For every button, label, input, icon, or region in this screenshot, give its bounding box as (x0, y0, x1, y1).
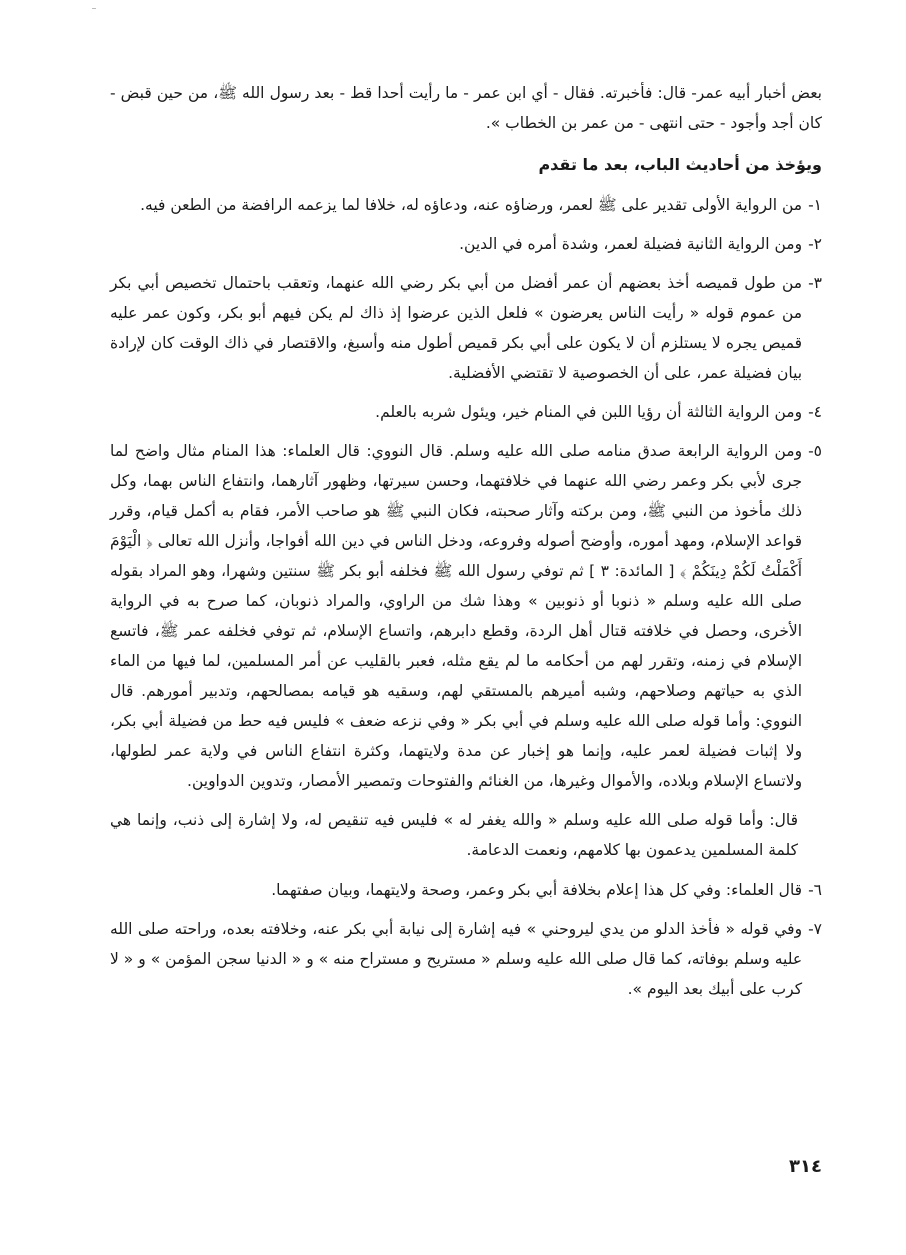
item-number: ٧- (808, 920, 822, 938)
item-number: ٥- (808, 442, 822, 460)
item-number: ١- (808, 196, 822, 214)
section-heading: ويؤخذ من أحاديث الباب، بعد ما تقدم (538, 155, 822, 174)
list-item (110, 268, 822, 388)
item-text: قال العلماء: وفي كل هذا إعلام بخلافة أبي بكر وعمر، وصحة ولايتهما، وبيان صفتهما. (271, 881, 803, 899)
intro-paragraph: بعض أخبار أبيه عمر- قال: فأخبرته. فقال - أي ابن عمر - ما رأيت أحدا قط - بعد رسول الله ﷺ، من حين قبض - كان أجد وأجود - حتى انتهى - من عمر بن الخطاب ». (110, 84, 822, 132)
list-item (110, 914, 822, 1004)
list-item (110, 397, 822, 427)
item-number: ٦- (808, 881, 822, 899)
list-item (110, 190, 822, 220)
item-number: ٣- (808, 274, 822, 292)
list-item (110, 229, 822, 259)
item-number: ٤- (808, 403, 822, 421)
item-text: ومن الرواية الرابعة صدق منامه صلى الله عليه وسلم. قال النووي: قال العلماء: هذا المنام مثال واضح لما جرى لأبي بكر وعمر رضي الله عنهما في خلافتهما، وحسن سيرتها، وظهور آثارهما، وانتفاع الناس بهما، وكل ذلك مأخوذ من النبي ﷺ، ومن بركته وآثار صحبته، فكان النبي ﷺ هو صاحب الأمر، فقام به أكمل قيام، وقرر قواعد الإسلام، ومهد أموره، وأوضح أصوله وفروعه، ودخل الناس في دين الله أفواجا، وأنزل الله تعالى ﴿ الْيَوْمَ أَكْمَلْتُ لَكُمْ دِينَكُمْ ﴾ [ المائدة: ٣ ] ثم توفي رسول الله ﷺ فخلفه أبو بكر ﷺ سنتين وشهرا، وهو المراد بقوله صلى الله عليه وسلم « ذنوبا أو ذنوبين » وهذا شك من الراوي، والمراد ذنوبان، كما صرح به في الرواية الأخرى، وحصل في خلافته قتال أهل الردة، وقطع دابرهم، واتساع الإسلام، ثم توفي فخلفه عمر ﷺ، فاتسع الإسلام في زمنه، وتقرر لهم من أحكامه ما لم يقع مثله، فعبر بالقليب عن أمر المسلمين، لما فيها من الماء الذي به حياتهم وصلاحهم، وشبه أميرهم بالمستقي لهم، وسقيه هو قيامه بمصالحهم، وتدبير أمورهم. قال النووي: وأما قوله صلى الله عليه وسلم في أبي بكر « وفي نزعه ضعف » فليس فيه حط من فضيلة أبي بكر، ولا إثبات فضيلة لعمر عليه، وإنما هو إخبار عن مدة ولايتهما، وكثرة انتفاع الناس في ولاية عمر لطولها، ولاتساع الإسلام وبلاده، والأموال وغيرها، من الغنائم والفتوحات وتمصير الأمصار، وتدوين الدواوين. (110, 442, 803, 790)
list-item (110, 436, 822, 796)
scan-corner-mark (92, 8, 96, 9)
item-text: من الرواية الأولى تقدير على ﷺ لعمر، ورضاؤه عنه، ودعاؤه له، خلافا لما يزعمه الرافضة من الطعن فيه. (140, 196, 803, 214)
note-paragraph: قال: وأما قوله صلى الله عليه وسلم « والله يغفر له » فليس فيه تنقيص له، ولا إشارة إلى ذنب، وإنما هي كلمة المسلمين يدعمون بها كلامهم، ونعمت الدعامة. (110, 811, 798, 859)
item-text: وفي قوله « فأخذ الدلو من يدي ليروحني » فيه إشارة إلى نيابة أبي بكر عنه، وخلافته بعده، وراحته صلى الله عليه وسلم بوفاته، كما قال صلى الله عليه وسلم « مستريح و مستراح منه » و « الدنيا سجن المؤمن » و « لا كرب على أبيك بعد اليوم ». (110, 920, 803, 998)
item-number: ٢- (808, 235, 822, 253)
item-text: ومن الرواية الثانية فضيلة لعمر، وشدة أمره في الدين. (459, 235, 803, 253)
item-text: من طول قميصه أخذ بعضهم أن عمر أفضل من أبي بكر رضي الله عنهما، وتعقب باحتمال تخصيص أبي بكر من عموم قوله « رأيت الناس يعرضون » فلعل الذين عرضوا إذ ذاك لم يكن فيهم أبو بكر، وكون عمر عليه قميص يجره لا يستلزم أن لا يكون على أبي بكر قميص أطول منه وأسبغ، والاقتصار في ذاك الوقت كان لإرادة بيان فضيلة عمر، على أن الخصوصية لا تقتضي الأفضلية. (110, 274, 803, 382)
page-number: ٣١٤ (789, 1156, 822, 1177)
list-item (110, 875, 822, 905)
item-text: ومن الرواية الثالثة أن رؤيا اللبن في المنام خير، ويئول شربه بالعلم. (375, 403, 803, 421)
document-page (110, 78, 822, 1208)
